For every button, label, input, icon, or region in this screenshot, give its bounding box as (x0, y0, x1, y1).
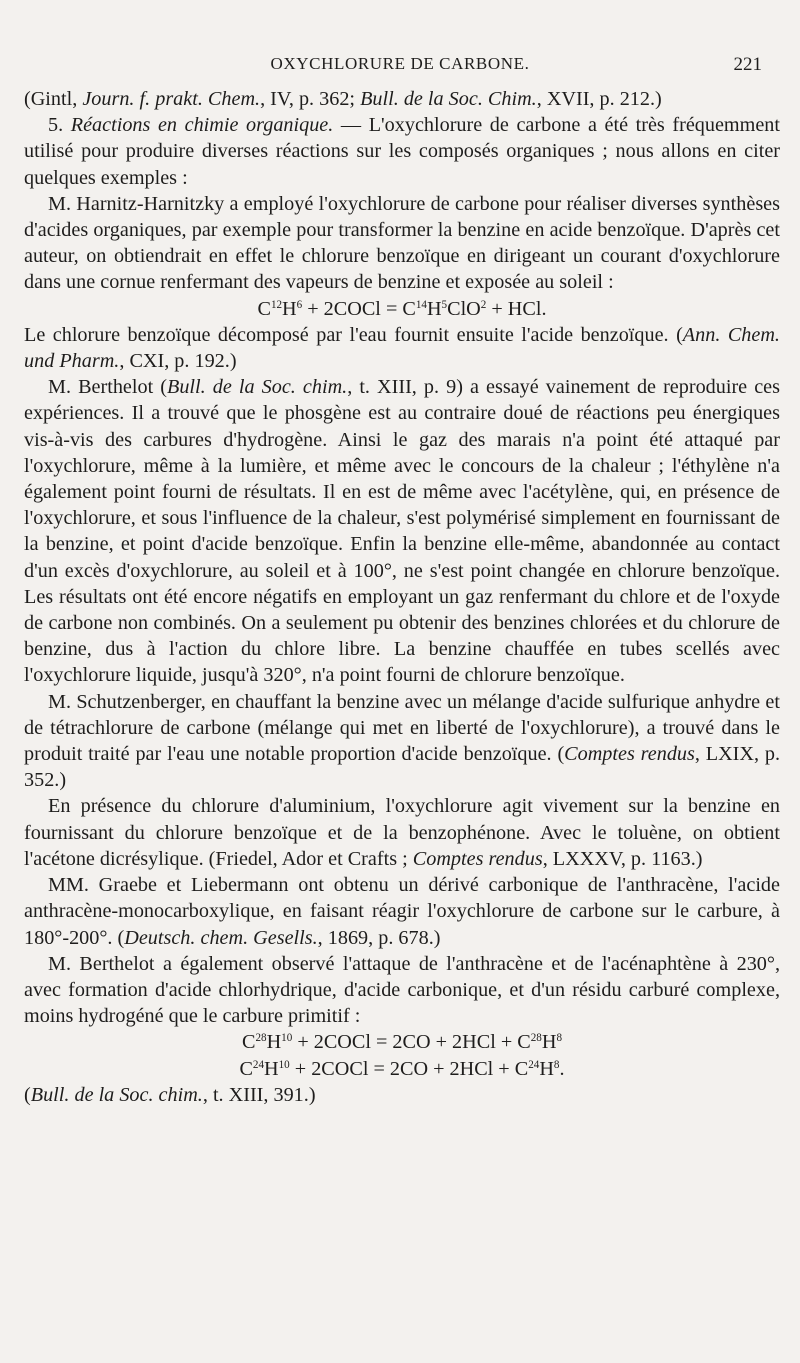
section-heading: Réactions en chimie organique. (70, 114, 334, 137)
paragraph-final-reference (24, 1082, 780, 1108)
text-run: M. Berthelot ( (48, 376, 167, 399)
journal-title: Ann. Chem. und Pharm. (24, 323, 780, 373)
text-run: , LXIX, p. 352.) (24, 743, 780, 792)
paragraph-section-5 (24, 112, 780, 191)
paragraph-anthracene: M. Berthelot a également observé l'attaque de l'anthracène et de l'acénaphtène à 230°, avec formation d'acide chlorhydrique, d'acide carbonique, et d'un résidu carburé complexe, moins hydrogéné que le carbure primitif : (24, 952, 780, 1028)
text-run: ( (24, 1083, 31, 1106)
section-number: 5. (48, 114, 71, 137)
text-run: Le chlorure benzoïque décomposé par l'eau fournit ensuite l'acide benzoïque. ( (24, 323, 683, 346)
text-run: , XVII, p. 212.) (536, 88, 662, 110)
text-run: , CXI, p. 192.) (119, 350, 237, 373)
text-run: — L'oxychlorure de carbone a été très fréquemment utilisé pour produire diverses réactions sur les composés organiques ; nous allons en citer quelques exemples : (24, 114, 781, 189)
journal-title: Comptes rendus (564, 743, 695, 766)
paragraph-schutzenberger (24, 689, 780, 794)
running-title: OXYCHLORURE DE CARBONE. (270, 54, 530, 73)
text-run: MM. Graebe et Liebermann ont obtenu un dérivé carbonique de l'anthracène, l'acide anthracène-monocarboxylique, en faisant réagir l'oxychlorure de carbone sur le carbure, à 180°-200°. ( (24, 874, 780, 949)
journal-title: Bull. de la Soc. chim. (30, 1083, 203, 1106)
text-run: , IV, p. 362; (260, 88, 361, 110)
journal-title: Deutsch. chem. Gesells. (124, 926, 318, 949)
paragraph-gintl-reference (24, 86, 780, 112)
journal-title: Comptes rendus (412, 847, 543, 870)
text-run: , 1869, p. 678.) (317, 926, 441, 949)
paragraph-berthelot (24, 374, 780, 688)
text-run: M. Schutzenberger, en chauffant la benzine avec un mélange d'acide sulfurique anhydre et de tétrachlorure de carbone (mélange qui met en liberté de l'oxychlorure), a trouvé dans le produit traité par l'eau une notable proportion d'acide benzoïque. ( (24, 690, 780, 766)
page-number: 221 (733, 54, 762, 75)
paragraph-harnitzky: M. Harnitz-Harnitzky a employé l'oxychlorure de carbone pour réaliser diverses synthèses d'acides organiques, par exemple pour transformer la benzine en acide benzoïque. D'après cet auteur, on obtiendrait en effet le chlorure benzoïque en dirigeant un courant d'oxychlorure dans une cornue renfermant des vapeurs de benzine et exposée au soleil : (24, 192, 780, 294)
journal-title: Bull. de la Soc. chim. (166, 376, 348, 399)
journal-title: Journ. f. prakt. Chem. (82, 88, 261, 110)
formula-benzoyl-chloride: $C^{12}H^6$ + 2COCl = $C^{14}H^5ClO^2$ + HCl. (257, 297, 547, 320)
running-head (0, 54, 800, 80)
paragraph-graebe-liebermann (24, 872, 780, 951)
formula-anthracene: $C^{28}H^{10}$ + 2COCl = $2CO + 2HCl + C^{28}H^8$ (241, 1031, 563, 1054)
formula-acenaphthene: $C^{24}H^{10}$ + 2COCl = $2CO + 2HCl + C^{24}H^8$. (239, 1057, 565, 1080)
text-run: En présence du chlorure d'aluminium, l'oxychlorure agit vivement sur la benzine en fournissant du chlorure benzoïque et de la benzophénone. Avec le toluène, on obtient l'acétone dicrésylique. (Friedel, Ador et Crafts ; (24, 795, 780, 870)
journal-title: Bull. de la Soc. Chim. (360, 88, 537, 110)
paragraph-aluminium-chloride (24, 793, 780, 872)
text-run: , LXXXV, p. 1163.) (542, 847, 703, 870)
text-run: , t. XIII, 391.) (202, 1083, 316, 1106)
text-run: , t. XIII, p. 9) a essayé vainement de reproduire ces expériences. Il a trouvé que le phosgène est au contraire doué de réactions peu énergiques vis-à-vis des carbures d'hydrogène. Ainsi le gaz des marais n'a point été attaqué par l'oxychlorure, même à la lumière, et même avec le concours de la chaleur ; l'éthylène n'a également point fourni de résultats. Il en est de même avec l'acétylène, qui, en présence de l'oxychlorure, et sous l'influence de la chaleur, s'est polymérisé simplement en fournissant de la benzine, et point d'acide benzoïque. Enfin la benzine elle-même, abandonnée au contact d'un excès d'oxychlorure, au soleil et à 100°, ne s'est point changée en chlorure benzoïque. Les résultats ont été encore négatifs en employant un gaz renfermant du chlore et de l'oxyde de carbone non combinés. On a seulement pu obtenir des benzines chlorées et du chlorure de benzine, dus à l'action du chlore libre. La benzine chauffée en tubes scellés avec l'oxychlorure liquide, jusqu'à 320°, n'a point fourni de chlorure benzoïque. (24, 376, 780, 687)
body-text (24, 86, 780, 1108)
paragraph-benzoic-acid (24, 322, 780, 374)
text-run: (Gintl, (24, 88, 83, 110)
